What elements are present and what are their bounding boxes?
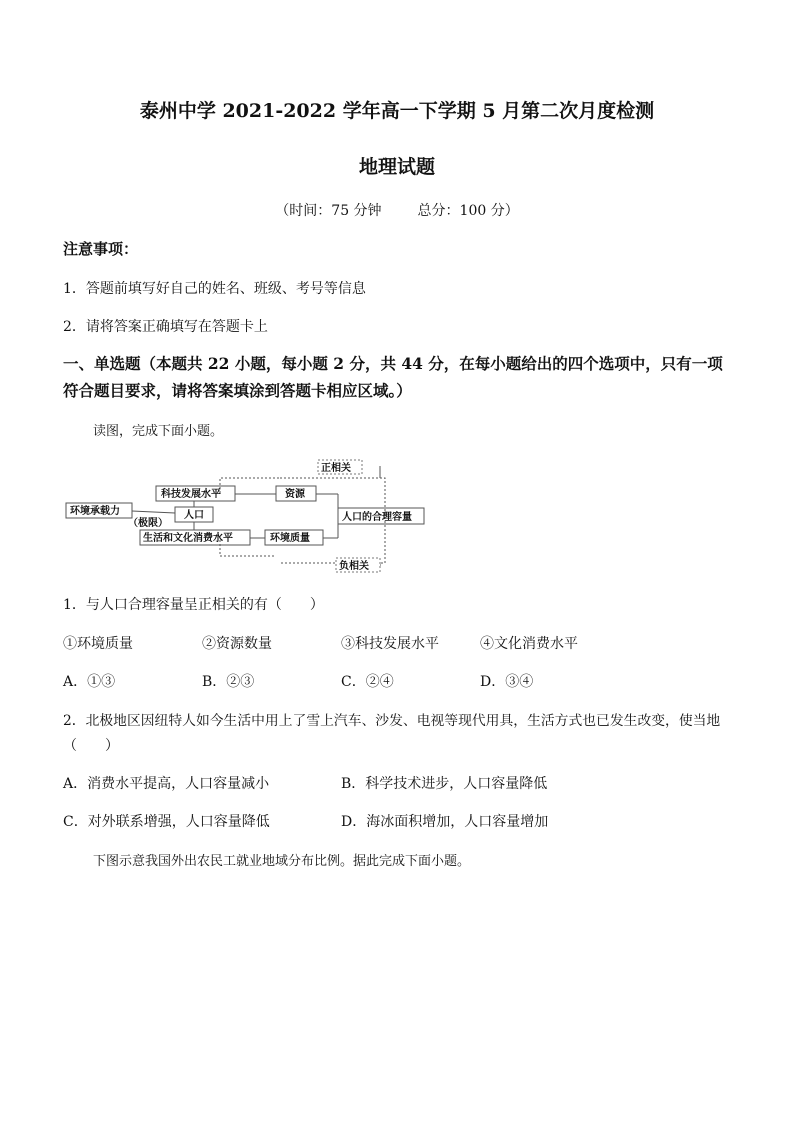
- reading-instruction: 读图，完成下面小题。: [93, 424, 224, 439]
- diagram-positive-label: 正相关: [321, 463, 351, 474]
- question-2-option-d: D．海冰面积增加，人口容量增加: [341, 814, 549, 830]
- exam-title: 泰州中学 2021-2022 学年高一下学期 5 月第二次月度检测: [139, 100, 655, 122]
- diagram-tech-label: 科技发展水平: [161, 489, 221, 500]
- diagram-consumption-label: 生活和文化消费水平: [143, 533, 233, 544]
- question-1-option-b: B．②③: [202, 674, 255, 690]
- diagram-quality-label: 环境质量: [270, 533, 310, 544]
- diagram-resource-label: 资源: [285, 489, 305, 500]
- question-2-option-a: A．消费水平提高，人口容量减小: [63, 776, 270, 792]
- exam-score: 总分：100 分）: [417, 203, 519, 219]
- question-1-option-c: C．②④: [341, 674, 394, 690]
- diagram-reasonable-capacity-label: 人口的合理容量: [342, 512, 412, 523]
- notice-item-2: 2．请将答案正确填写在答题卡上: [63, 319, 268, 335]
- next-figure-instruction: 下图示意我国外出农民工就业地域分布比例。据此完成下面小题。: [93, 854, 471, 869]
- question-1-option-a: A．①③: [63, 674, 116, 690]
- exam-subtitle: 地理试题: [358, 156, 435, 178]
- diagram-limit-label: （极限）: [128, 518, 168, 529]
- notice-item-1: 1．答题前填写好自己的姓名、班级、考号等信息: [63, 281, 366, 297]
- question-1-stem: 1．与人口合理容量呈正相关的有（ ）: [63, 597, 324, 613]
- question-1-option-d: D．③④: [480, 674, 534, 690]
- exam-time: （时间：75 分钟: [275, 203, 382, 219]
- question-1-item-3: ③科技发展水平: [341, 636, 439, 652]
- question-1-item-2: ②资源数量: [202, 636, 272, 652]
- question-2-option-b: B．科学技术进步，人口容量降低: [341, 776, 548, 792]
- question-1-item-1: ①环境质量: [63, 636, 133, 652]
- diagram-population-label: 人口: [184, 510, 204, 521]
- question-2-option-c: C．对外联系增强，人口容量降低: [63, 814, 270, 830]
- population-capacity-diagram: [60, 458, 440, 576]
- diagram-negative-label: 负相关: [339, 561, 369, 572]
- question-1-item-4: ④文化消费水平: [480, 636, 578, 652]
- notice-heading: 注意事项：: [63, 240, 139, 258]
- question-2-stem-paren: （ ）: [63, 738, 119, 754]
- exam-meta: [0, 200, 794, 220]
- diagram-capacity-label: 环境承载力: [70, 506, 120, 517]
- section-heading: 一、单选题（本题共 22 小题，每小题 2 分，共 44 分，在每小题给出的四个选项中，只有一项符合题目要求，请将答案填涂到答题卡相应区域。）: [63, 354, 723, 400]
- question-2-stem: 2．北极地区因纽特人如今生活中用上了雪上汽车、沙发、电视等现代用具，生活方式也已发生改变，使当地: [63, 713, 721, 729]
